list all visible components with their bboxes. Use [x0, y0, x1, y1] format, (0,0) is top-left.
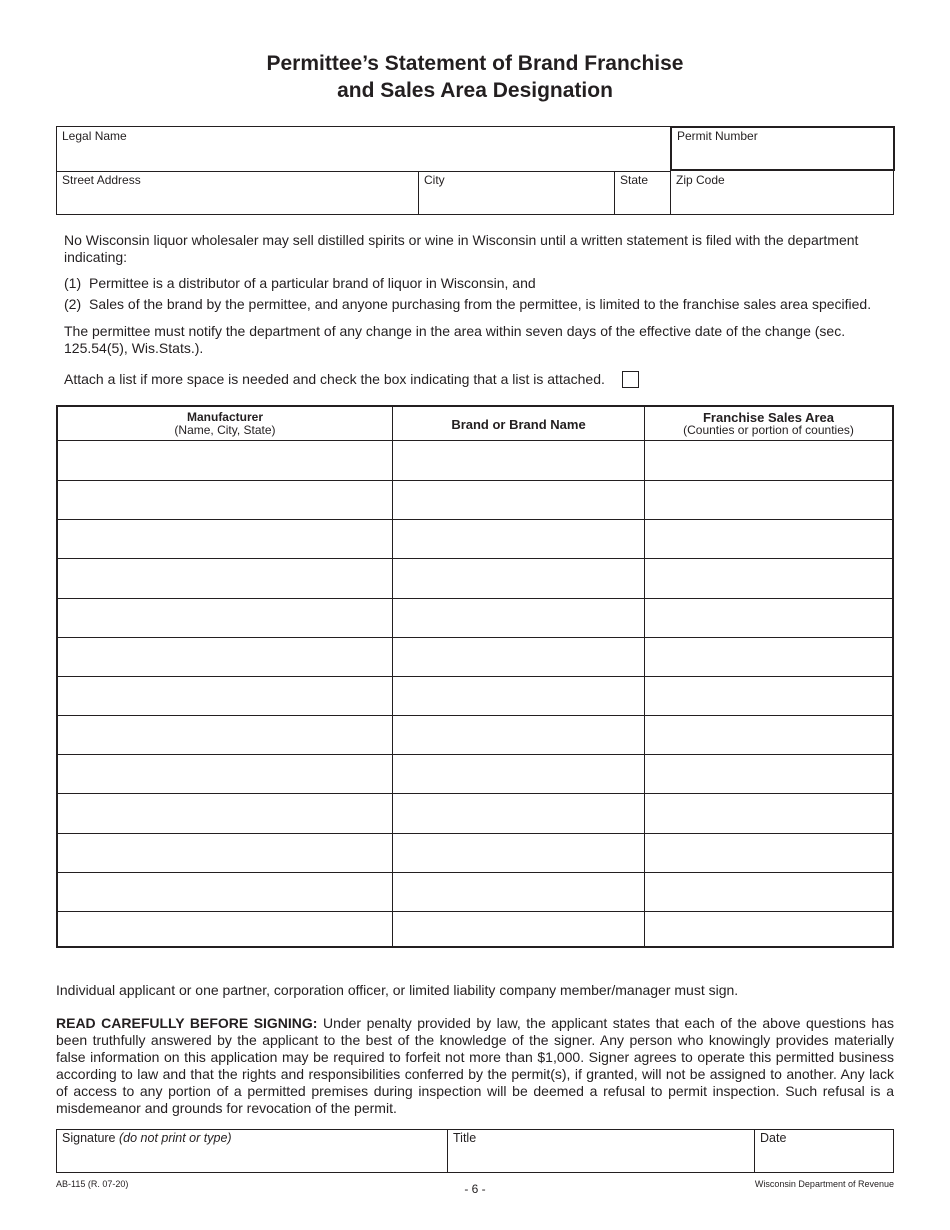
manufacturer-entry[interactable]	[58, 481, 392, 518]
legal-name-label: Legal Name	[62, 129, 127, 143]
brand-franchise-table	[56, 405, 894, 948]
agency-name: Wisconsin Department of Revenue	[754, 1179, 894, 1189]
franchise-sales-area-entry[interactable]	[645, 912, 892, 949]
permit-number-field[interactable]	[670, 126, 895, 171]
list-text: Permittee is a distributor of a particular brand of liquor in Wisconsin, and	[89, 275, 536, 291]
city-field[interactable]	[419, 171, 614, 215]
intro-paragraph: No Wisconsin liquor wholesaler may sell distilled spirits or wine in Wisconsin until a written statement is filed with the department indicating:	[64, 232, 859, 265]
title-field[interactable]	[448, 1130, 754, 1172]
signature-note: (do not print or type)	[119, 1131, 232, 1145]
brand-name-entry[interactable]	[393, 794, 644, 831]
franchise-sales-area-entry[interactable]	[645, 755, 892, 792]
brand-name-entry[interactable]	[393, 481, 644, 518]
franchise-sales-area-entry[interactable]	[645, 599, 892, 636]
zip-code-field[interactable]	[671, 171, 893, 215]
column-header-title: Manufacturer	[186, 410, 263, 424]
franchise-sales-area-entry[interactable]	[645, 677, 892, 714]
title-label: Title	[453, 1131, 477, 1145]
page-number: - 6 -	[464, 1182, 486, 1196]
signature-section	[56, 1129, 894, 1173]
manufacturer-entry[interactable]	[58, 794, 392, 831]
manufacturer-entry[interactable]	[58, 442, 392, 479]
header-divider	[58, 440, 892, 441]
notify-paragraph: The permittee must notify the department of any change in the area within seven days of the effective date of the change (sec. 125.54(5), Wis.Stats.).	[64, 323, 846, 356]
franchise-sales-area-entry[interactable]	[645, 520, 892, 557]
manufacturer-entry[interactable]	[58, 599, 392, 636]
list-number: (1)	[64, 275, 82, 291]
street-address-field[interactable]	[57, 171, 418, 215]
manufacturer-entry[interactable]	[58, 716, 392, 753]
signing-warning-text: Under penalty provided by law, the applicant states that each of the above questions has been truthfully answered by the applicant to the best of the knowledge of the signer. Any person who knowingly provides materially false information on this application may be required to forfeit not more than $1,000. Signer agrees to operate this permitted business according to law and that the rights and responsibilities conferred by the permit(s), if granted, will not be assigned to another. Any lack of access to any portion of a permitted premises during inspection will be deemed a refusal to permit inspection. Such refusal is a misdemeanor and grounds for revocation of the permit.	[56, 1015, 894, 1116]
franchise-sales-area-entry[interactable]	[645, 716, 892, 753]
form-title	[0, 50, 950, 104]
brand-name-entry[interactable]	[393, 834, 644, 871]
brand-name-entry[interactable]	[393, 873, 644, 910]
column-header-subtitle: (Name, City, State)	[174, 423, 276, 437]
column-header-manufacturer	[58, 407, 392, 441]
date-label: Date	[760, 1131, 787, 1145]
identity-section	[56, 126, 894, 215]
manufacturer-entry[interactable]	[58, 638, 392, 675]
brand-name-entry[interactable]	[393, 716, 644, 753]
list-item	[64, 275, 896, 292]
signature-field[interactable]	[57, 1130, 447, 1172]
manufacturer-entry[interactable]	[58, 520, 392, 557]
state-label: State	[620, 173, 649, 187]
column-header-sales-area	[645, 407, 892, 441]
form-title-line1: Permittee’s Statement of Brand Franchise	[266, 52, 684, 75]
franchise-sales-area-entry[interactable]	[645, 834, 892, 871]
manufacturer-entry[interactable]	[58, 912, 392, 949]
franchise-sales-area-entry[interactable]	[645, 873, 892, 910]
street-address-label: Street Address	[62, 173, 141, 187]
brand-name-entry[interactable]	[393, 599, 644, 636]
column-header-subtitle: (Counties or portion of counties)	[683, 423, 854, 437]
zip-code-label: Zip Code	[676, 173, 725, 187]
franchise-sales-area-entry[interactable]	[645, 794, 892, 831]
date-field[interactable]	[755, 1130, 893, 1172]
brand-name-entry[interactable]	[393, 638, 644, 675]
signer-eligibility: Individual applicant or one partner, corporation officer, or limited liability company member/manager must sign.	[56, 982, 739, 998]
franchise-sales-area-entry[interactable]	[645, 442, 892, 479]
list-number: (2)	[64, 296, 82, 312]
signature-label: Signature	[62, 1131, 116, 1145]
form-id: AB-115 (R. 07-20)	[56, 1179, 129, 1189]
brand-name-entry[interactable]	[393, 520, 644, 557]
list-attached-checkbox[interactable]	[622, 371, 639, 388]
attach-instruction: Attach a list if more space is needed and check the box indicating that a list is attached.	[64, 371, 605, 387]
franchise-sales-area-entry[interactable]	[645, 559, 892, 596]
legal-name-field[interactable]	[57, 127, 670, 171]
manufacturer-entry[interactable]	[58, 873, 392, 910]
brand-name-entry[interactable]	[393, 442, 644, 479]
manufacturer-entry[interactable]	[58, 755, 392, 792]
brand-name-entry[interactable]	[393, 677, 644, 714]
column-header-title: Franchise Sales Area	[702, 410, 835, 425]
franchise-sales-area-entry[interactable]	[645, 638, 892, 675]
manufacturer-entry[interactable]	[58, 559, 392, 596]
brand-name-entry[interactable]	[393, 755, 644, 792]
city-label: City	[424, 173, 445, 187]
list-item	[64, 296, 896, 313]
list-text: Sales of the brand by the permittee, and anyone purchasing from the permittee, is limited to the franchise sales area specified.	[89, 296, 872, 312]
form-title-line2: and Sales Area Designation	[337, 79, 613, 102]
manufacturer-entry[interactable]	[58, 834, 392, 871]
franchise-sales-area-entry[interactable]	[645, 481, 892, 518]
signing-warning-lead: READ CAREFULLY BEFORE SIGNING:	[56, 1015, 318, 1031]
column-header-title: Brand or Brand Name	[451, 416, 586, 432]
signing-warning	[56, 1015, 894, 1117]
column-header-brand	[393, 407, 644, 441]
state-field[interactable]	[615, 171, 670, 215]
manufacturer-entry[interactable]	[58, 677, 392, 714]
brand-name-entry[interactable]	[393, 912, 644, 949]
permit-number-label: Permit Number	[677, 129, 758, 143]
brand-name-entry[interactable]	[393, 559, 644, 596]
